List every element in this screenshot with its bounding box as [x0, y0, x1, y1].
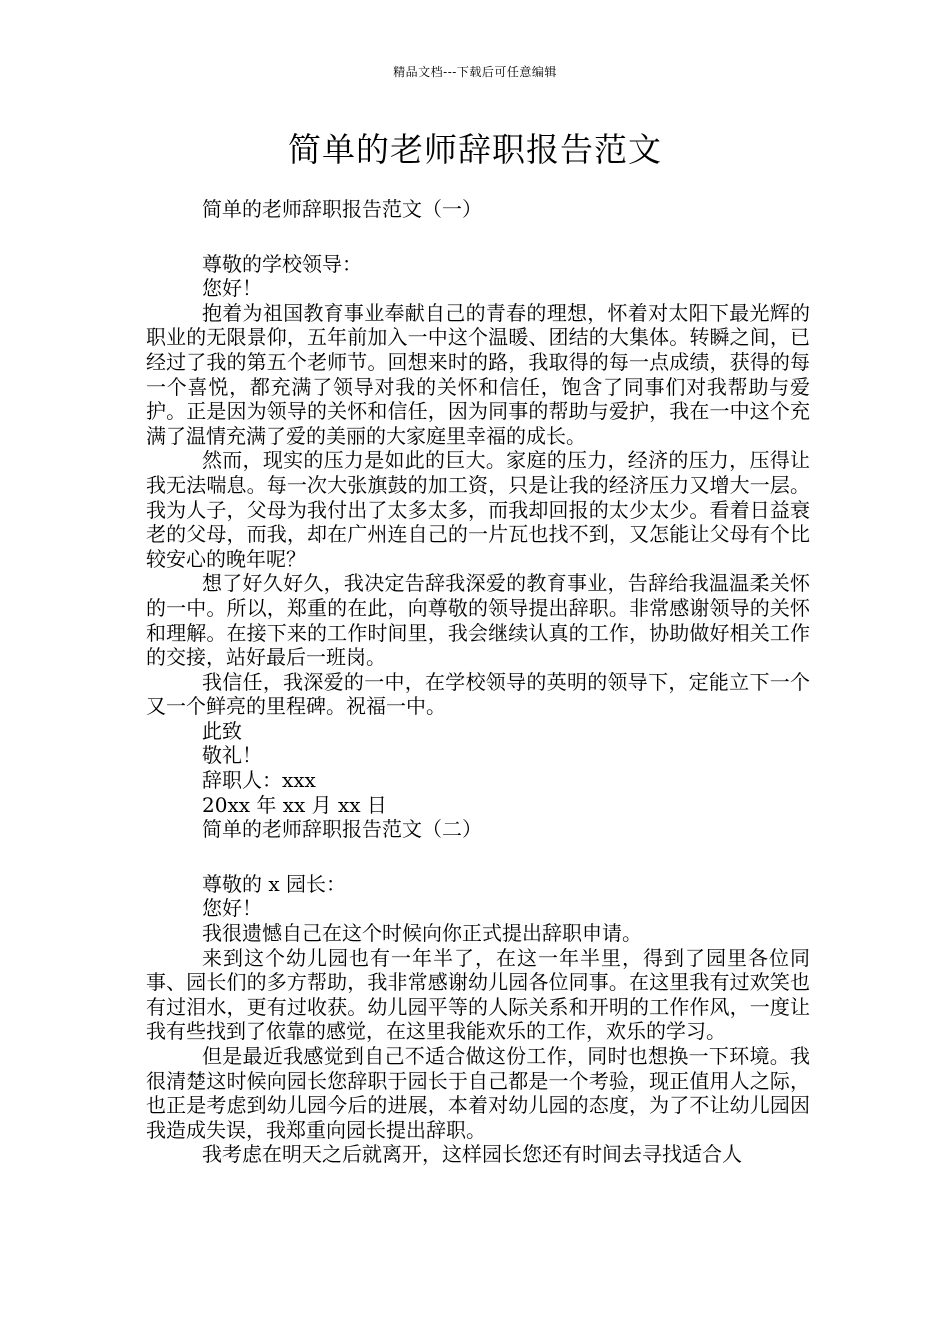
section-1-greeting: 您好！ — [202, 276, 262, 301]
section-1-date: 20xx 年 xx 月 xx 日 — [202, 792, 387, 817]
section-1-heading: 简单的老师辞职报告范文（一） — [202, 197, 482, 221]
section-1-paragraph: 抱着为祖国教育事业奉献自己的青春的理想，怀着对太阳下最光辉的职业的无限景仰，五年前加入一中这个温暖、团结的大集体。转瞬之间，已经过了我的第五个老师节。回想来时的路，我取得的每一点成绩，获得的每一个喜悦，都充满了领导对我的关怀和信任，饱含了同事们对我帮助与爱护。正是因为领导的关怀和信任，因为同事的帮助与爱护，我在一中这个充满了温情充满了爱的美丽的大家庭里幸福的成长。 — [146, 300, 810, 448]
document-title: 简单的老师辞职报告范文 — [288, 130, 662, 169]
section-1-paragraph: 然而，现实的压力是如此的巨大。家庭的压力，经济的压力，压得让我无法喘息。每一次大张旗鼓的加工资，只是让我的经济压力又增大一层。我为人子，父母为我付出了太多太多，而我却回报的太少太少。看着日益衰老的父母，而我，却在广州连自己的一片瓦也找不到，又怎能让父母有个比较安心的晚年呢？ — [146, 448, 810, 571]
section-1-paragraph: 想了好久好久，我决定告辞我深爱的教育事业，告辞给我温温柔关怀的一中。所以，郑重的在此，向尊敬的领导提出辞职。非常感谢领导的关怀和理解。在接下来的工作时间里，我会继续认真的工作，协助做好相关工作的交接，站好最后一班岗。 — [146, 571, 810, 670]
section-1-paragraph: 我信任，我深爱的一中，在学校领导的英明的领导下，定能立下一个又一个鲜亮的里程碑。祝福一中。 — [146, 669, 810, 719]
section-1-salutation: 尊敬的学校领导： — [202, 251, 362, 276]
section-1-regards: 敬礼！ — [202, 743, 262, 768]
section-2-heading: 简单的老师辞职报告范文（二） — [202, 817, 482, 842]
page-header-note: 精品文档---下载后可任意编辑 — [393, 65, 557, 79]
section-2-greeting: 您好！ — [202, 896, 262, 921]
section-1-signer: 辞职人：xxx — [202, 768, 316, 793]
section-2-paragraph: 我考虑在明天之后就离开，这样园长您还有时间去寻找适合人 — [202, 1142, 742, 1167]
document-body — [146, 197, 810, 1167]
section-2-paragraph: 来到这个幼儿园也有一年半了，在这一年半里，得到了园里各位同事、园长们的多方帮助，我非常感谢幼儿园各位同事。在这里我有过欢笑也有过泪水，更有过收获。幼儿园平等的人际关系和开明的工作作风，一度让我有些找到了依靠的感觉，在这里我能欢乐的工作，欢乐的学习。 — [146, 945, 810, 1044]
section-1-closing: 此致 — [202, 718, 242, 743]
section-2-intro: 我很遗憾自己在这个时候向你正式提出辞职申请。 — [202, 921, 642, 946]
section-2-paragraph: 但是最近我感觉到自己不适合做这份工作，同时也想换一下环境。我很清楚这时候向园长您辞职于园长于自己都是一个考验，现正值用人之际，也正是考虑到幼儿园今后的进展，本着对幼儿园的态度，为了不让幼儿园因我造成失误，我郑重向园长提出辞职。 — [146, 1044, 810, 1142]
section-2-salutation: 尊敬的 x 园长： — [202, 871, 346, 896]
